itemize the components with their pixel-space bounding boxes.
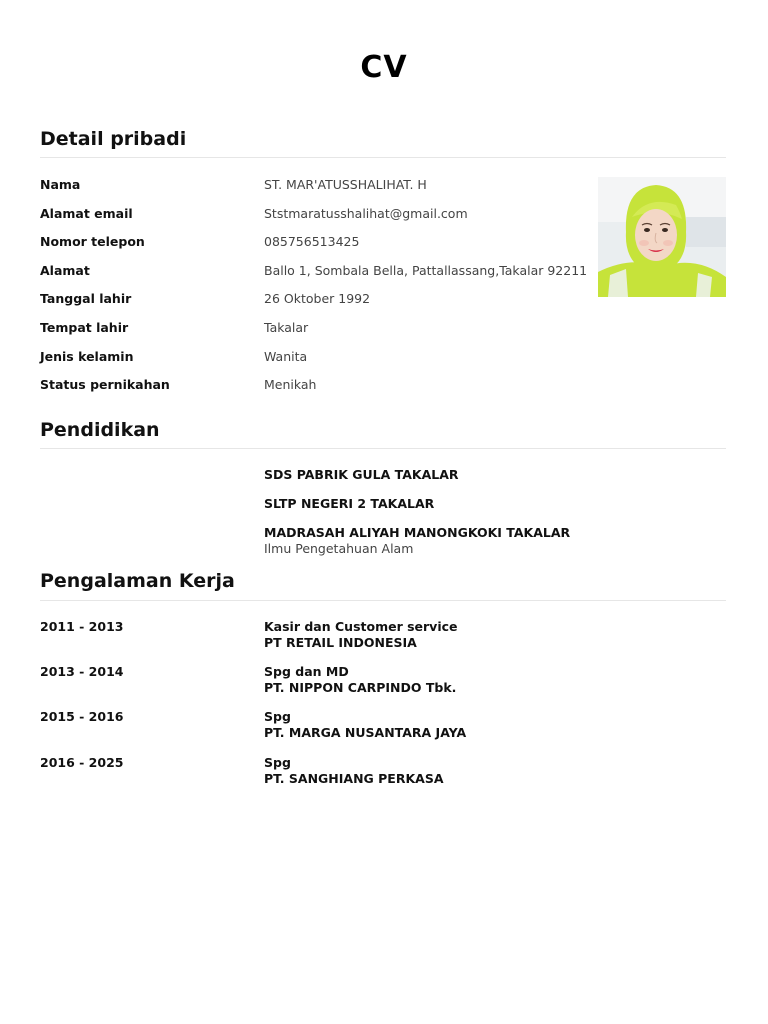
- label-gender: Jenis kelamin: [40, 349, 134, 364]
- divider: [40, 448, 726, 449]
- label-phone: Nomor telepon: [40, 234, 145, 249]
- section-title-experience: Pengalaman Kerja: [40, 570, 235, 592]
- profile-photo: [598, 177, 726, 297]
- experience-position: Kasir dan Customer service: [264, 619, 458, 634]
- experience-period: 2013 - 2014: [40, 664, 124, 679]
- experience-company: PT RETAIL INDONESIA: [264, 635, 417, 650]
- education-major: Ilmu Pengetahuan Alam: [264, 541, 414, 556]
- section-title-education: Pendidikan: [40, 419, 160, 441]
- value-phone: 085756513425: [264, 234, 360, 249]
- experience-period: 2016 - 2025: [40, 755, 124, 770]
- education-school: SDS PABRIK GULA TAKALAR: [264, 467, 459, 482]
- experience-position: Spg: [264, 709, 291, 724]
- education-school: SLTP NEGERI 2 TAKALAR: [264, 496, 435, 511]
- experience-company: PT. SANGHIANG PERKASA: [264, 771, 444, 786]
- profile-photo-icon: [598, 177, 726, 297]
- value-marital-status: Menikah: [264, 377, 317, 392]
- value-gender: Wanita: [264, 349, 308, 364]
- cv-title: CV: [360, 50, 408, 85]
- experience-period: 2015 - 2016: [40, 709, 124, 724]
- experience-position: Spg: [264, 755, 291, 770]
- value-name: ST. MAR'ATUSSHALIHAT. H: [264, 177, 427, 192]
- label-birth-place: Tempat lahir: [40, 320, 129, 335]
- section-title-personal: Detail pribadi: [40, 128, 187, 150]
- value-birth-date: 26 Oktober 1992: [264, 291, 371, 306]
- value-address: Ballo 1, Sombala Bella, Pattallassang,Takalar 92211: [264, 263, 588, 278]
- label-marital-status: Status pernikahan: [40, 377, 170, 392]
- label-birth-date: Tanggal lahir: [40, 291, 132, 306]
- experience-period: 2011 - 2013: [40, 619, 124, 634]
- value-email: Ststmaratusshalihat@gmail.com: [264, 206, 468, 221]
- label-email: Alamat email: [40, 206, 133, 221]
- value-birth-place: Takalar: [264, 320, 309, 335]
- label-address: Alamat: [40, 263, 90, 278]
- divider: [40, 600, 726, 601]
- experience-position: Spg dan MD: [264, 664, 349, 679]
- education-school: MADRASAH ALIYAH MANONGKOKI TAKALAR: [264, 525, 571, 540]
- experience-company: PT. NIPPON CARPINDO Tbk.: [264, 680, 457, 695]
- divider: [40, 157, 726, 158]
- experience-company: PT. MARGA NUSANTARA JAYA: [264, 725, 467, 740]
- label-name: Nama: [40, 177, 81, 192]
